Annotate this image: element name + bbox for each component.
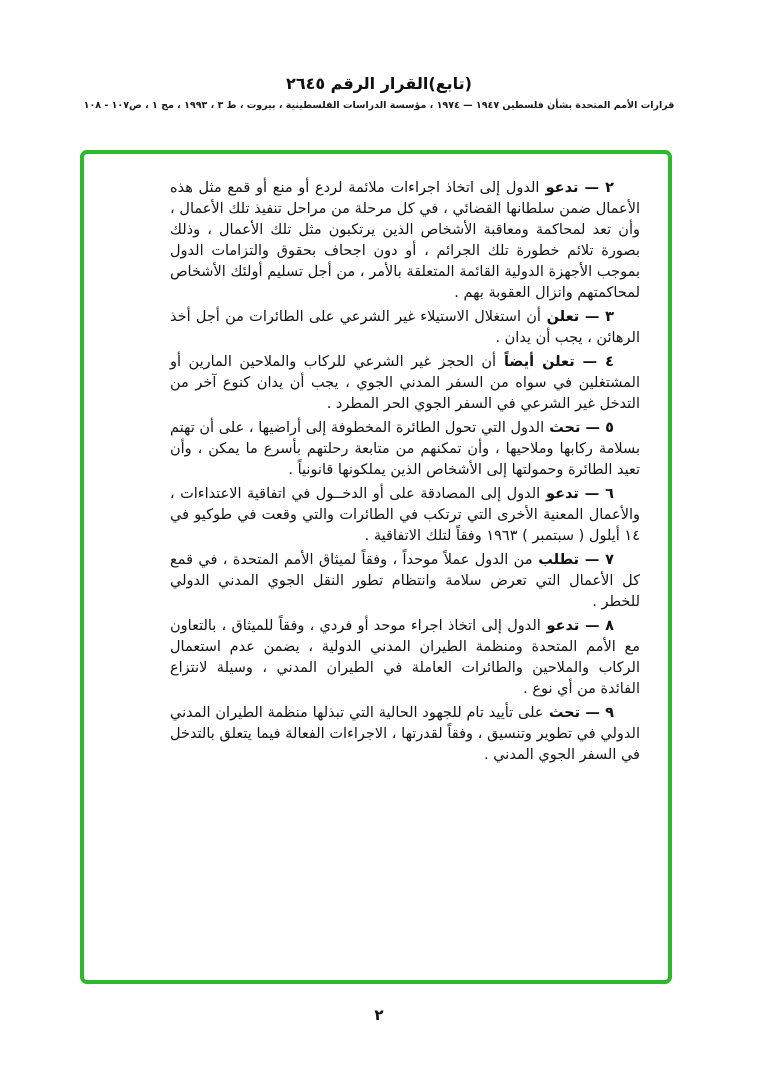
paragraph-3 (170, 307, 640, 349)
paragraph-2 (170, 178, 640, 304)
paragraph-number: ٥ — (580, 420, 614, 436)
paragraph-lead: تعلن (540, 309, 580, 325)
paragraph-text: على تأييد تام للجهود الحالية التي تبذلها منظمة الطيران المدني الدولي في تطوير وتنسيق ، وفقاً لقدرتها ، الاجراءات الفعالة فيما يتعلق بالتدخل في السفر الجوي المدني . (170, 705, 640, 763)
paragraph-lead: تعلن أيضاً (496, 354, 575, 370)
paragraph-text: الدول إلى اتخاذ اجراء موحد أو فردي ، وفقاً للميثاق ، بالتعاون مع الأمم المتحدة ومنظمة الطيران المدني الدولية ، يضمن عدم استعمال الركاب والملاحين والطائرات العاملة في الطيران المدني ، وسيلة لانتزاع الفائدة من أي نوع . (170, 618, 640, 697)
citation-line: قرارات الأمم المتحدة بشأن فلسطين ١٩٤٧ — ١٩٧٤ ، مؤسسة الدراسات الفلسطينية ، بيروت ، ط ٣ ، ١٩٩٣ ، مج ١ ، ص١٠٧ - ١٠٨ (83, 100, 675, 111)
paragraph-number: ٦ — (578, 486, 614, 502)
paragraph-9 (170, 703, 640, 766)
paragraph-number: ٨ — (579, 618, 614, 634)
paragraph-lead: تحث (544, 420, 581, 436)
paragraph-text: أن الحجز غير الشرعي للركاب والملاحين المارين أو المشتغلين في سواه من السفر المدني الجوي ، يجب أن يدان كنوع آخر من التدخل غير الشرعي في السفر الجوي الحر المطرد . (170, 354, 640, 412)
paragraph-number: ٤ — (574, 354, 614, 370)
paragraph-lead: تدعو (539, 180, 579, 196)
paragraph-lead: تحث (543, 705, 581, 721)
paragraph-number: ٩ — (580, 705, 614, 721)
resolution-body (170, 178, 640, 769)
paragraph-number: ٣ — (579, 309, 614, 325)
paragraph-text: من الدول عملاً موحداً ، وفقاً لميثاق الأمم المتحدة ، في قمع كل الأعمال التي تعرض سلامة وانتظام تطور النقل الجوي المدني الدولي للخطر . (170, 552, 640, 610)
paragraph-text: الدول إلى المصادقة على أو الدخــول في اتفاقية الاعتداءات ، والأعمال المعنية الأخرى التي ترتكب في الطائرات والتي وقعت في طوكيو في ١٤ أيلول ( سبتمبر ) ١٩٦٣ وفقاً لتلك الاتفاقية . (170, 486, 640, 544)
resolution-title: (تابع)القرار الرقم ٢٦٤٥ (286, 74, 472, 93)
page-number: ٢ (374, 1006, 384, 1024)
paragraph-lead: تدعو (540, 486, 579, 502)
paragraph-6 (170, 484, 640, 547)
paragraph-7 (170, 550, 640, 613)
paragraph-8 (170, 616, 640, 700)
content-border-box (80, 150, 672, 984)
paragraph-lead: تدعو (540, 618, 580, 634)
paragraph-text: الدول التي تحول الطائرة المخطوفة إلى أراضيها ، على أن تهتم بسلامة ركابها وملاحيها ، وأن تمكنهم من متابعة رحلتهم بأسرع ما يمكن ، وأن تعيد الطائرة وحمولتها إلى الأشخاص الذين يملكونها قانونياً . (170, 420, 640, 478)
paragraph-4 (170, 352, 640, 415)
paragraph-text: أن استغلال الاستيلاء غير الشرعي على الطائرات من أجل أخذ الرهائن ، يجب أن يدان . (170, 309, 640, 346)
paragraph-5 (170, 418, 640, 481)
paragraph-number: ٢ — (578, 180, 614, 196)
paragraph-lead: تطلب (532, 552, 580, 568)
paragraph-text: الدول إلى اتخاذ اجراءات ملائمة لردع أو منع أو قمع مثل هذه الأعمال ضمن سلطانها القضائي ، في كل مرحلة من مراحل تنفيذ تلك الأعمال ، وأن تعد لمحاكمة ومعاقبة الأشخاص الذين يرتكبون مثل تلك الأعمال ، وذلك بصورة تلائم خطورة تلك الجرائم ، أو دون اجحاف بحقوق والتزامات الدول بموجب الأجهزة الدولية القائمة المتعلقة بالأمر ، من أجل تسليم أولئك الأشخاص لمحاكمتهم وانزال العقوبة بهم . (170, 180, 640, 301)
paragraph-number: ٧ — (579, 552, 615, 568)
